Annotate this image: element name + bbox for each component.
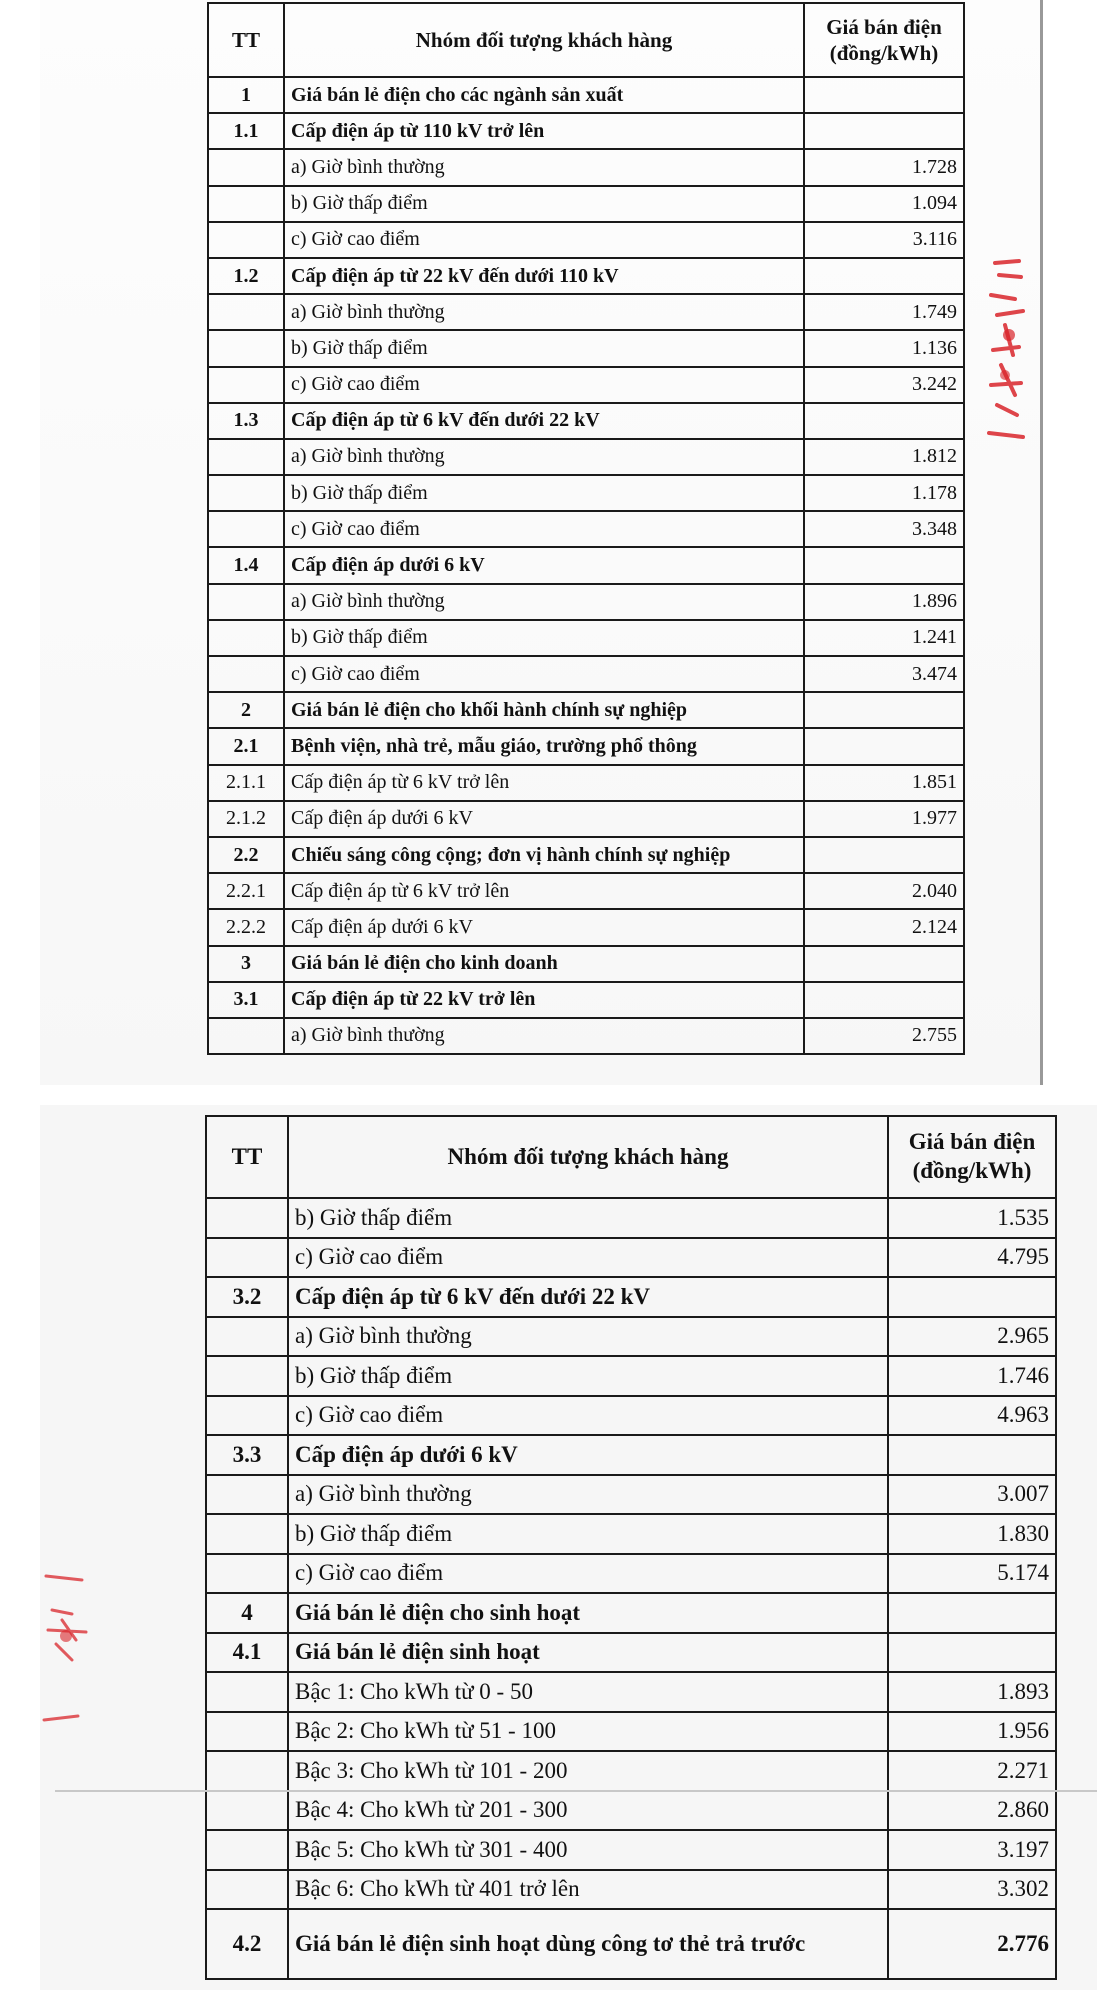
table-row <box>208 982 964 1018</box>
row-tt-cell <box>208 511 284 547</box>
row-customer-group-cell: Bậc 5: Cho kWh từ 301 - 400 <box>288 1830 888 1870</box>
row-price-cell: 4.963 <box>888 1396 1056 1436</box>
row-price-cell: 1.893 <box>888 1672 1056 1712</box>
row-customer-group-cell: b) Giờ thấp điểm <box>288 1514 888 1554</box>
row-tt-cell <box>208 584 284 620</box>
row-price-cell: 1.178 <box>804 475 964 511</box>
table-row <box>206 1238 1056 1278</box>
row-customer-group-cell: Cấp điện áp từ 6 kV trở lên <box>284 873 804 909</box>
row-customer-group-cell: Cấp điện áp từ 110 kV trở lên <box>284 113 804 149</box>
row-customer-group-cell: c) Giờ cao điểm <box>288 1396 888 1436</box>
row-customer-group-cell: Bậc 3: Cho kWh từ 101 - 200 <box>288 1751 888 1791</box>
row-price-cell: 2.776 <box>888 1909 1056 1979</box>
row-price-cell <box>888 1633 1056 1673</box>
table-row <box>206 1317 1056 1357</box>
row-tt-cell: 3.1 <box>208 982 284 1018</box>
header-tt: TT <box>208 3 284 77</box>
row-price-cell <box>804 728 964 764</box>
row-price-cell <box>804 946 964 982</box>
table-row <box>208 909 964 945</box>
row-customer-group-cell: c) Giờ cao điểm <box>284 222 804 258</box>
row-price-cell: 1.746 <box>888 1356 1056 1396</box>
row-customer-group-cell: Cấp điện áp từ 22 kV đến dưới 110 kV <box>284 258 804 294</box>
row-customer-group-cell: a) Giờ bình thường <box>284 1018 804 1054</box>
table-row <box>206 1870 1056 1910</box>
header-tt: TT <box>206 1116 288 1198</box>
header-price-title: Giá bán điện <box>908 1129 1036 1155</box>
row-tt-cell <box>206 1198 288 1238</box>
row-tt-cell <box>206 1356 288 1396</box>
table-row <box>206 1633 1056 1673</box>
row-customer-group-cell: Cấp điện áp dưới 6 kV <box>284 909 804 945</box>
row-tt-cell: 2.1.2 <box>208 801 284 837</box>
table-row <box>206 1356 1056 1396</box>
price-table-bottom <box>205 1115 1057 1980</box>
row-tt-cell <box>208 1018 284 1054</box>
row-customer-group-cell: c) Giờ cao điểm <box>284 367 804 403</box>
row-tt-cell <box>206 1791 288 1831</box>
row-tt-cell <box>206 1238 288 1278</box>
header-price-title: Giá bán điện <box>826 14 942 39</box>
row-customer-group-cell: b) Giờ thấp điểm <box>284 475 804 511</box>
table-row <box>206 1277 1056 1317</box>
row-customer-group-cell: Bệnh viện, nhà trẻ, mẫu giáo, trường phổ thông <box>284 728 804 764</box>
row-price-cell: 1.535 <box>888 1198 1056 1238</box>
table-row <box>206 1830 1056 1870</box>
row-customer-group-cell: c) Giờ cao điểm <box>288 1238 888 1278</box>
row-customer-group-cell: Cấp điện áp từ 22 kV trở lên <box>284 982 804 1018</box>
row-tt-cell: 2.2.2 <box>208 909 284 945</box>
table-row <box>208 367 964 403</box>
row-tt-cell <box>208 330 284 366</box>
row-price-cell: 3.302 <box>888 1870 1056 1910</box>
row-price-cell <box>804 982 964 1018</box>
row-tt-cell <box>208 656 284 692</box>
row-customer-group-cell: Giá bán lẻ điện cho sinh hoạt <box>288 1593 888 1633</box>
row-tt-cell <box>206 1514 288 1554</box>
header-price-unit: (đồng/kWh) <box>912 1158 1032 1183</box>
row-tt-cell: 1.4 <box>208 547 284 583</box>
row-customer-group-cell: a) Giờ bình thường <box>284 439 804 475</box>
table-row <box>206 1593 1056 1633</box>
row-price-cell: 5.174 <box>888 1554 1056 1594</box>
header-price <box>888 1116 1056 1198</box>
table-row <box>206 1435 1056 1475</box>
row-price-cell: 3.348 <box>804 511 964 547</box>
row-customer-group-cell: c) Giờ cao điểm <box>288 1554 888 1594</box>
row-price-cell <box>888 1277 1056 1317</box>
row-tt-cell <box>208 367 284 403</box>
row-customer-group-cell: c) Giờ cao điểm <box>284 656 804 692</box>
row-tt-cell: 1 <box>208 77 284 113</box>
row-customer-group-cell: Giá bán lẻ điện cho khối hành chính sự nghiệp <box>284 692 804 728</box>
table-row <box>208 149 964 185</box>
table-row <box>208 475 964 511</box>
row-customer-group-cell: c) Giờ cao điểm <box>284 511 804 547</box>
row-customer-group-cell: b) Giờ thấp điểm <box>288 1356 888 1396</box>
row-customer-group-cell: Bậc 6: Cho kWh từ 401 trở lên <box>288 1870 888 1910</box>
table-row <box>208 728 964 764</box>
red-seal-stamp-icon <box>985 255 1025 445</box>
row-customer-group-cell: Cấp điện áp từ 6 kV trở lên <box>284 765 804 801</box>
row-tt-cell <box>208 149 284 185</box>
table-row <box>208 294 964 330</box>
table-header-row <box>208 3 964 77</box>
table-row <box>208 511 964 547</box>
row-tt-cell: 2.1 <box>208 728 284 764</box>
table-row <box>206 1396 1056 1436</box>
row-customer-group-cell: a) Giờ bình thường <box>284 149 804 185</box>
row-tt-cell: 3.2 <box>206 1277 288 1317</box>
row-customer-group-cell: Cấp điện áp từ 6 kV đến dưới 22 kV <box>284 403 804 439</box>
row-tt-cell: 1.2 <box>208 258 284 294</box>
table-row <box>208 584 964 620</box>
row-tt-cell: 3 <box>208 946 284 982</box>
header-customer-group: Nhóm đối tượng khách hàng <box>284 3 804 77</box>
table-row <box>208 620 964 656</box>
row-customer-group-cell: Cấp điện áp dưới 6 kV <box>284 801 804 837</box>
row-price-cell: 1.977 <box>804 801 964 837</box>
row-customer-group-cell: Bậc 4: Cho kWh từ 201 - 300 <box>288 1791 888 1831</box>
row-tt-cell <box>206 1475 288 1515</box>
row-customer-group-cell: b) Giờ thấp điểm <box>288 1198 888 1238</box>
row-price-cell: 3.197 <box>888 1830 1056 1870</box>
row-tt-cell <box>208 294 284 330</box>
page-cutoff <box>40 1990 1097 2000</box>
row-customer-group-cell: Giá bán lẻ điện sinh hoạt <box>288 1633 888 1673</box>
table-header-row <box>206 1116 1056 1198</box>
row-tt-cell: 1.1 <box>208 113 284 149</box>
table-row <box>208 439 964 475</box>
header-customer-group: Nhóm đối tượng khách hàng <box>288 1116 888 1198</box>
table-row <box>208 946 964 982</box>
row-customer-group-cell: a) Giờ bình thường <box>284 584 804 620</box>
row-tt-cell: 1.3 <box>208 403 284 439</box>
header-price <box>804 3 964 77</box>
row-price-cell: 3.007 <box>888 1475 1056 1515</box>
table-row <box>206 1554 1056 1594</box>
row-tt-cell <box>206 1870 288 1910</box>
row-customer-group-cell: a) Giờ bình thường <box>284 294 804 330</box>
row-price-cell: 1.094 <box>804 186 964 222</box>
table-row <box>208 547 964 583</box>
row-customer-group-cell: a) Giờ bình thường <box>288 1475 888 1515</box>
row-tt-cell: 2.2 <box>208 837 284 873</box>
row-price-cell <box>804 258 964 294</box>
row-price-cell <box>804 547 964 583</box>
row-customer-group-cell: b) Giờ thấp điểm <box>284 620 804 656</box>
row-tt-cell <box>208 222 284 258</box>
row-tt-cell <box>208 620 284 656</box>
row-price-cell <box>888 1593 1056 1633</box>
row-tt-cell <box>206 1830 288 1870</box>
row-price-cell <box>888 1435 1056 1475</box>
row-price-cell: 1.896 <box>804 584 964 620</box>
row-price-cell: 2.124 <box>804 909 964 945</box>
table-row <box>206 1672 1056 1712</box>
row-tt-cell: 3.3 <box>206 1435 288 1475</box>
row-tt-cell <box>208 475 284 511</box>
row-price-cell: 3.116 <box>804 222 964 258</box>
row-customer-group-cell: Cấp điện áp từ 6 kV đến dưới 22 kV <box>288 1277 888 1317</box>
scan-divider-line <box>55 1790 1097 1792</box>
header-price-unit: (đồng/kWh) <box>829 41 939 65</box>
row-tt-cell <box>206 1712 288 1752</box>
row-price-cell: 2.040 <box>804 873 964 909</box>
table-row <box>208 330 964 366</box>
row-tt-cell: 4 <box>206 1593 288 1633</box>
row-price-cell <box>804 113 964 149</box>
row-tt-cell <box>206 1396 288 1436</box>
row-tt-cell <box>206 1672 288 1712</box>
table-row <box>206 1791 1056 1831</box>
row-tt-cell <box>208 186 284 222</box>
row-price-cell: 1.241 <box>804 620 964 656</box>
row-price-cell <box>804 837 964 873</box>
table-row <box>208 873 964 909</box>
row-customer-group-cell: Giá bán lẻ điện cho các ngành sản xuất <box>284 77 804 113</box>
row-customer-group-cell: b) Giờ thấp điểm <box>284 186 804 222</box>
row-price-cell <box>804 403 964 439</box>
row-tt-cell: 2.2.1 <box>208 873 284 909</box>
table-row <box>206 1198 1056 1238</box>
row-price-cell: 2.755 <box>804 1018 964 1054</box>
row-customer-group-cell: Bậc 2: Cho kWh từ 51 - 100 <box>288 1712 888 1752</box>
price-table-top <box>207 2 965 1055</box>
row-price-cell: 3.474 <box>804 656 964 692</box>
table-row <box>208 258 964 294</box>
row-price-cell: 4.795 <box>888 1238 1056 1278</box>
table-row <box>208 837 964 873</box>
row-tt-cell: 2 <box>208 692 284 728</box>
row-price-cell: 1.728 <box>804 149 964 185</box>
row-customer-group-cell: Giá bán lẻ điện cho kinh doanh <box>284 946 804 982</box>
row-price-cell <box>804 77 964 113</box>
table-row <box>208 222 964 258</box>
row-price-cell: 1.812 <box>804 439 964 475</box>
row-tt-cell <box>206 1317 288 1357</box>
table-row <box>208 692 964 728</box>
row-tt-cell <box>206 1554 288 1594</box>
row-tt-cell: 4.2 <box>206 1909 288 1979</box>
row-tt-cell <box>208 439 284 475</box>
table-row <box>206 1475 1056 1515</box>
row-price-cell: 1.956 <box>888 1712 1056 1752</box>
row-price-cell: 1.136 <box>804 330 964 366</box>
row-customer-group-cell: Bậc 1: Cho kWh từ 0 - 50 <box>288 1672 888 1712</box>
table-row <box>208 656 964 692</box>
red-seal-stamp-left-icon <box>42 1570 102 1730</box>
row-customer-group-cell: Chiếu sáng công cộng; đơn vị hành chính sự nghiệp <box>284 837 804 873</box>
table-row <box>208 1018 964 1054</box>
table-row <box>206 1514 1056 1554</box>
row-customer-group-cell: Cấp điện áp dưới 6 kV <box>284 547 804 583</box>
table-row <box>208 113 964 149</box>
row-tt-cell: 2.1.1 <box>208 765 284 801</box>
row-customer-group-cell: Giá bán lẻ điện sinh hoạt dùng công tơ thẻ trả trước <box>288 1909 888 1979</box>
row-customer-group-cell: Cấp điện áp dưới 6 kV <box>288 1435 888 1475</box>
row-price-cell: 2.860 <box>888 1791 1056 1831</box>
table-row <box>208 77 964 113</box>
row-tt-cell <box>206 1751 288 1791</box>
row-price-cell: 2.965 <box>888 1317 1056 1357</box>
table-row <box>206 1712 1056 1752</box>
row-tt-cell: 4.1 <box>206 1633 288 1673</box>
row-price-cell: 1.749 <box>804 294 964 330</box>
row-price-cell: 2.271 <box>888 1751 1056 1791</box>
row-price-cell: 1.851 <box>804 765 964 801</box>
row-customer-group-cell: b) Giờ thấp điểm <box>284 330 804 366</box>
table-row <box>206 1909 1056 1979</box>
table-row <box>208 403 964 439</box>
table-row <box>208 801 964 837</box>
row-price-cell: 3.242 <box>804 367 964 403</box>
row-customer-group-cell: a) Giờ bình thường <box>288 1317 888 1357</box>
row-price-cell <box>804 692 964 728</box>
table-row <box>208 765 964 801</box>
row-price-cell: 1.830 <box>888 1514 1056 1554</box>
table-row <box>208 186 964 222</box>
table-row <box>206 1751 1056 1791</box>
